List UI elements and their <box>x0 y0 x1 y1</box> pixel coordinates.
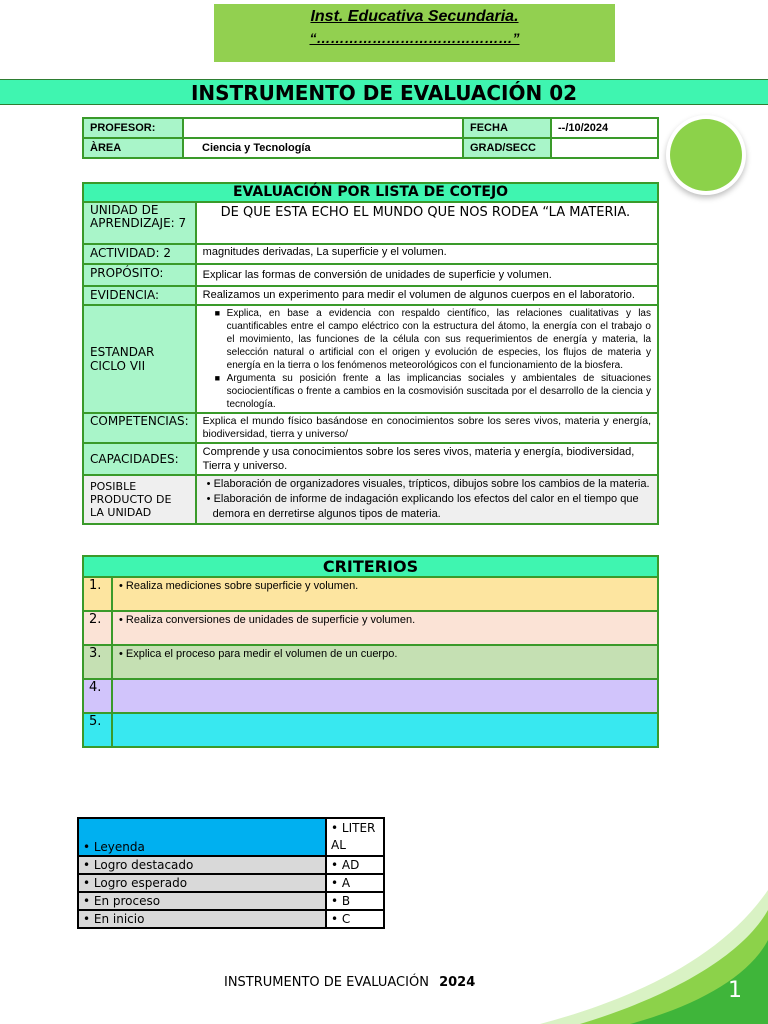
capacidades-label: CAPACIDADES: <box>83 443 196 475</box>
criteria-row <box>83 679 658 713</box>
proposito-label: PROPÓSITO: <box>83 264 196 286</box>
criteria-row <box>83 577 658 611</box>
area-label: ÀREA <box>83 138 183 158</box>
estandar-item <box>214 372 651 411</box>
estandar-item <box>214 307 651 372</box>
criteria-text[interactable]: • Explica el proceso para medir el volumen de un cuerpo. <box>112 645 658 679</box>
legend-row-code: • B <box>326 892 384 910</box>
criteria-text[interactable] <box>112 679 658 713</box>
estandar-label: ESTANDAR CICLO VII <box>83 305 196 413</box>
evidencia-value: Realizamos un experimento para medir el volumen de algunos cuerpos en el laboratorio. <box>196 286 658 305</box>
criteria-table <box>82 555 659 748</box>
page-number: 1 <box>728 978 742 1003</box>
evaluation-heading: EVALUACIÓN POR LISTA DE COTEJO <box>83 183 658 202</box>
evidencia-label: EVIDENCIA: <box>83 286 196 305</box>
criteria-text[interactable] <box>112 713 658 747</box>
criteria-number: 2. <box>83 611 112 645</box>
producto-label: POSIBLE PRODUCTO DE LA UNIDAD <box>83 475 196 524</box>
producto-item: • Elaboración de informe de indagación explicando los efectos del calor en el tiempo que demora en derretirse algunos tipos de materia. <box>206 493 639 520</box>
criteria-text[interactable]: • Realiza conversiones de unidades de superficie y volumen. <box>112 611 658 645</box>
grad-label: GRAD/SECC <box>463 138 551 158</box>
capacidades-value: Comprende y usa conocimientos sobre los seres vivos, materia y energía, biodiversidad, Tierra y universo. <box>196 443 658 475</box>
actividad-label: ACTIVIDAD: 2 <box>83 244 196 264</box>
criteria-text[interactable]: • Realiza mediciones sobre superficie y volumen. <box>112 577 658 611</box>
decorative-circle <box>670 119 742 191</box>
evaluation-table <box>82 182 659 525</box>
legend-row-label: • Logro esperado <box>78 874 326 892</box>
criteria-row <box>83 645 658 679</box>
producto-item: • Elaboración de organizadores visuales, trípticos, dibujos sobre los cambios de la materia. <box>206 478 650 490</box>
competencia-value: Explica el mundo físico basándose en conocimientos sobre los seres vivos, materia y energía, biodiversidad, tierra y universo/ <box>196 413 658 443</box>
legend-header-left: • Leyenda <box>78 818 326 856</box>
criteria-row <box>83 713 658 747</box>
legend-row-code: • A <box>326 874 384 892</box>
document-title: INSTRUMENTO DE EVALUACIÓN 02 <box>0 79 768 105</box>
estandar-item-text: Explica, en base a evidencia con respaldo científico, las relaciones cualitativas y las cuantificables entre el campo eléctrico con la estructura del átomo, la energía con el trabajo o el movimiento, las funciones de la célula con sus requerimientos de energía y materia, la selección natural o artificial con el origen y evolución de especies, los flujos de materia y energía en la tierra o los fenómenos meteorológicos con el funcionamiento de la biosfera. <box>226 308 651 371</box>
profesor-label: PROFESOR: <box>83 118 183 138</box>
actividad-value: magnitudes derivadas, La superficie y el volumen. <box>196 244 658 264</box>
school-name-line2: “……………………………………” <box>309 30 520 46</box>
legend-row-label: • En proceso <box>78 892 326 910</box>
footer-year: 2024 <box>439 975 476 990</box>
proposito-value: Explicar las formas de conversión de unidades de superficie y volumen. <box>196 264 658 286</box>
estandar-item-text: Argumenta su posición frente a las implicancias sociales y ambientales de situaciones sociocientíficas o frente a cambios en la cosmovisión suscitada por el desarrollo de la ciencia y tecnología. <box>226 373 651 410</box>
unidad-value: DE QUE ESTA ECHO EL MUNDO QUE NOS RODEA “LA MATERIA. <box>196 202 658 244</box>
legend-row-label: • Logro destacado <box>78 856 326 874</box>
square-bullet-icon: ■ <box>214 308 221 318</box>
criteria-number: 3. <box>83 645 112 679</box>
criteria-row <box>83 611 658 645</box>
profesor-value[interactable] <box>183 118 463 138</box>
estandar-list <box>215 307 651 411</box>
grad-value[interactable] <box>551 138 658 158</box>
producto-value <box>196 475 658 524</box>
info-table <box>82 117 659 159</box>
square-bullet-icon: ■ <box>214 373 221 383</box>
estandar-value <box>196 305 658 413</box>
competencia-label: COMPETENCIAS: <box>83 413 196 443</box>
unidad-label: UNIDAD DE APRENDIZAJE: 7 <box>83 202 196 244</box>
fecha-label: FECHA <box>463 118 551 138</box>
footer <box>224 975 475 990</box>
school-name-line1: Inst. Educativa Secundaria. <box>310 8 519 25</box>
criteria-number: 1. <box>83 577 112 611</box>
green-swoosh-decoration <box>540 890 768 1024</box>
legend-table <box>77 817 385 929</box>
footer-text: INSTRUMENTO DE EVALUACIÓN <box>224 975 429 990</box>
fecha-value[interactable]: --/10/2024 <box>551 118 658 138</box>
criteria-number: 4. <box>83 679 112 713</box>
legend-row-code: • AD <box>326 856 384 874</box>
criteria-heading: CRITERIOS <box>83 556 658 577</box>
school-name-box <box>214 4 615 62</box>
legend-row-label: • En inicio <box>78 910 326 928</box>
legend-header-right: • LITERAL <box>326 818 384 856</box>
legend-row-code: • C <box>326 910 384 928</box>
area-value[interactable]: Ciencia y Tecnología <box>183 138 463 158</box>
criteria-number: 5. <box>83 713 112 747</box>
